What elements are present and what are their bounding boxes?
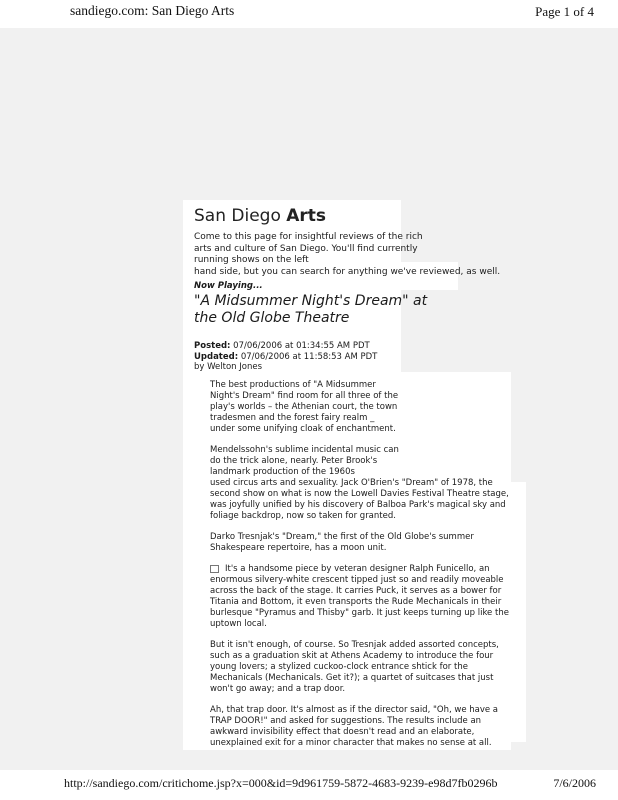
- article-paragraph-4-text: It's a handsome piece by veteran designer Ralph Funicello, an enormous silvery-white crescent tipped just so and readily moveable across the back of the stage. It carries Puck, it serves as a bower for Titania and Bottom, it even transports the Rude Mechanicals in their burlesque "Pyramus and Thisby" garb. It just keeps turning up like the uptown local.: [210, 564, 509, 629]
- article-paragraph-2: [210, 445, 510, 522]
- byline: by Welton Jones: [194, 362, 262, 372]
- article-header: [194, 205, 524, 373]
- article-body: [210, 380, 510, 759]
- article-paragraph-6: Ah, that trap door. It's almost as if the director said, "Oh, we have a TRAP DOOR!" and asked for suggestions. The results include an awkward invisibility effect that doesn't read and an elaborate, unexplained exit for a minor character that makes no sense at all.: [210, 705, 499, 748]
- article-headline: "A Midsummer Night's Dream" at the Old Globe Theatre: [194, 293, 428, 326]
- posted-timestamp: 07/06/2006 at 01:34:55 AM PDT: [230, 341, 370, 351]
- article-paragraph-2-rest: used circus arts and sexuality. Jack O'Brien's "Dream" of 1978, the second show on what is now the Lowell Davies Festival Theatre stage, was joyfully unified by his discovery of Balboa Park's magical sky and foliage backdrop, now so taken for granted.: [210, 478, 509, 521]
- updated-label: Updated:: [194, 351, 239, 362]
- article-paragraph-2-start: Mendelssohn's sublime incidental music can do the trick alone, nearly. Peter Brook's landmark production of the 1960s: [210, 445, 399, 477]
- article-paragraph-5: But it isn't enough, of course. So Tresnjak added assorted concepts, such as a graduation skit at Athens Academy to introduce the four young lovers; a stylized cuckoo-clock entrance shtick for the Mechanicals (Mechanicals. Get it?); a quartet of suitcases that just won't go away; and a trap door.: [210, 640, 499, 694]
- section-intro-continued: hand side, but you can search for anything we've reviewed, as well.: [194, 266, 501, 277]
- now-playing-label: Now Playing...: [194, 281, 263, 291]
- print-footer-url: http://sandiego.com/critichome.jsp?x=000&id=9d961759-5872-4683-9239-e98d7fb0296b: [64, 776, 498, 790]
- article-paragraph-4: [210, 564, 510, 630]
- section-title-plain: San Diego: [194, 206, 287, 226]
- article-paragraph-1: The best productions of "A Midsummer Night's Dream" find room for all three of the play's worlds – the Athenian court, the town tradesmen and the forest fairy realm _ under some unifying cloak of enchantment.: [210, 380, 399, 434]
- updated-line: [194, 352, 524, 363]
- section-title: [194, 205, 524, 227]
- print-header-title: sandiego.com: San Diego Arts: [70, 3, 235, 18]
- updated-timestamp: 07/06/2006 at 11:58:53 AM PDT: [238, 351, 378, 362]
- section-intro: Come to this page for insightful reviews of the rich arts and culture of San Diego. You'll find currently running shows on the left: [194, 232, 423, 265]
- section-title-bold: Arts: [286, 206, 327, 226]
- print-header-page-indicator: Page 1 of 4: [535, 4, 594, 19]
- posted-line: [194, 341, 524, 352]
- print-footer-date: 7/6/2006: [553, 776, 596, 790]
- posted-label: Posted:: [194, 341, 231, 351]
- article-paragraph-3: Darko Tresnjak's "Dream," the first of the Old Globe's summer Shakespeare repertoire, has a moon unit.: [210, 532, 474, 553]
- broken-image-icon: [210, 565, 219, 573]
